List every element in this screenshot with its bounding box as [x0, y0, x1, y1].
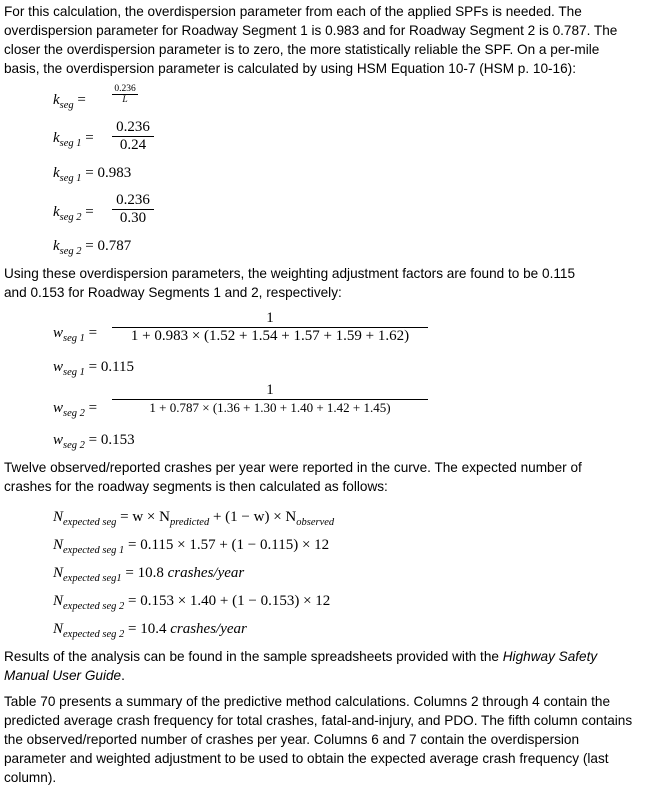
n-expected-seg1-calc-eq: $N_{expected seg 1} = 0.115 \times 1.57 + (1 - 0.115) \times 12$ — [53, 537, 330, 556]
table-line: predicted average crash frequency for total crashes, fatal-and-injury, and PDO. The fifth column contains — [4, 713, 633, 728]
w-seg2-result-eq: $w_{seg 2} = 0.153$ — [53, 432, 135, 451]
table-summary-paragraph — [4, 692, 662, 787]
n-expected-seg1-result-eq: $N_{expected seg1} = 10.8$ crashes/year — [53, 565, 245, 584]
k-seg-lhs: $k_{seg}$ = — [53, 92, 86, 111]
w-seg1-numerator: 1 — [266, 310, 274, 326]
w-seg2-denominator: 1 + 0.787 × (1.36 + 1.30 + 1.40 + 1.42 + 1.45) — [149, 400, 391, 415]
k-general-denominator: L — [122, 95, 128, 105]
k-seg2-fraction — [112, 192, 154, 227]
intro-line: overdispersion parameter for Roadway Segment 1 is 0.983 and for Roadway Segment 2 is 0.787. The — [4, 23, 618, 38]
intro-line: For this calculation, the overdispersion parameter from each of the applied SPFs is needed. The — [4, 4, 582, 19]
weights-line: Using these overdispersion parameters, the weighting adjustment factors are found to be 0.115 — [4, 266, 576, 281]
k-seg2-lhs: $k_{seg 2}$ = — [53, 204, 94, 223]
n-expected-seg2-result-eq: $N_{expected seg 2} = 10.4$ crashes/year — [53, 621, 247, 640]
w-seg2-numerator: 1 — [266, 382, 274, 398]
n-expected-seg2-calc-eq: $N_{expected seg 2} = 0.153 \times 1.40 + (1 - 0.153) \times 12$ — [53, 593, 331, 612]
k-seg1-result-eq: $k_{seg 1} = 0.983$ — [53, 165, 132, 184]
intro-line: closer the overdispersion parameter is to zero, the more statistically reliable the SPF. On a per-mile — [4, 42, 600, 57]
k-seg2-result-eq: $k_{seg 2} = 0.787$ — [53, 238, 132, 257]
k-seg1-denominator: 0.24 — [119, 137, 147, 153]
results-line: Results of the analysis can be found in the sample spreadsheets provided with the Highway Safety — [4, 649, 598, 664]
table-line: the observed/reported number of crashes per year. Columns 6 and 7 contain the overdispersion — [4, 732, 580, 747]
k-general-numerator: 0.236 — [114, 84, 136, 94]
w-seg2-lhs: $w_{seg 2}$ = — [53, 400, 98, 419]
n-expected-general-eq: $N_{expected seg} = w \times N_{predicted} + (1 - w) \times N_{observed}$ — [53, 509, 335, 528]
w-seg1-result-eq: $w_{seg 1} = 0.115$ — [53, 359, 135, 378]
results-line: Manual User Guide. — [4, 668, 125, 683]
results-paragraph — [4, 647, 662, 685]
w-seg1-lhs: $w_{seg 1}$ = — [53, 325, 98, 344]
crash-line: Twelve observed/reported crashes per year were reported in the curve. The expected number of — [4, 460, 582, 475]
weights-paragraph — [4, 264, 662, 302]
k-seg1-fraction — [112, 119, 154, 154]
k-seg1-numerator: 0.236 — [116, 119, 150, 135]
w-seg1-denominator: 1 + 0.983 × (1.52 + 1.54 + 1.57 + 1.59 + 1.62) — [130, 328, 410, 344]
w-seg2-fraction — [112, 382, 428, 416]
w-seg1-fraction — [112, 310, 428, 345]
k-seg2-numerator: 0.236 — [116, 192, 150, 208]
table-line: column). — [4, 770, 57, 785]
k-seg2-denominator: 0.30 — [119, 210, 147, 226]
k-seg1-lhs: $k_{seg 1}$ = — [53, 130, 94, 149]
intro-line: basis, the overdispersion parameter is calculated by using HSM Equation 10-7 (HSM p. 10-16): — [4, 61, 576, 76]
table-line: Table 70 presents a summary of the predictive method calculations. Columns 2 through 4 contain the — [4, 694, 611, 709]
crash-line: crashes for the roadway segments is then calculated as follows: — [4, 479, 388, 494]
weights-line: and 0.153 for Roadway Segments 1 and 2, respectively: — [4, 285, 342, 300]
table-line: parameter and weighted adjustment to be used to obtain the expected average crash frequency (last — [4, 751, 609, 766]
intro-paragraph — [4, 2, 662, 78]
k-seg-fraction — [112, 84, 138, 105]
crash-paragraph — [4, 458, 662, 496]
